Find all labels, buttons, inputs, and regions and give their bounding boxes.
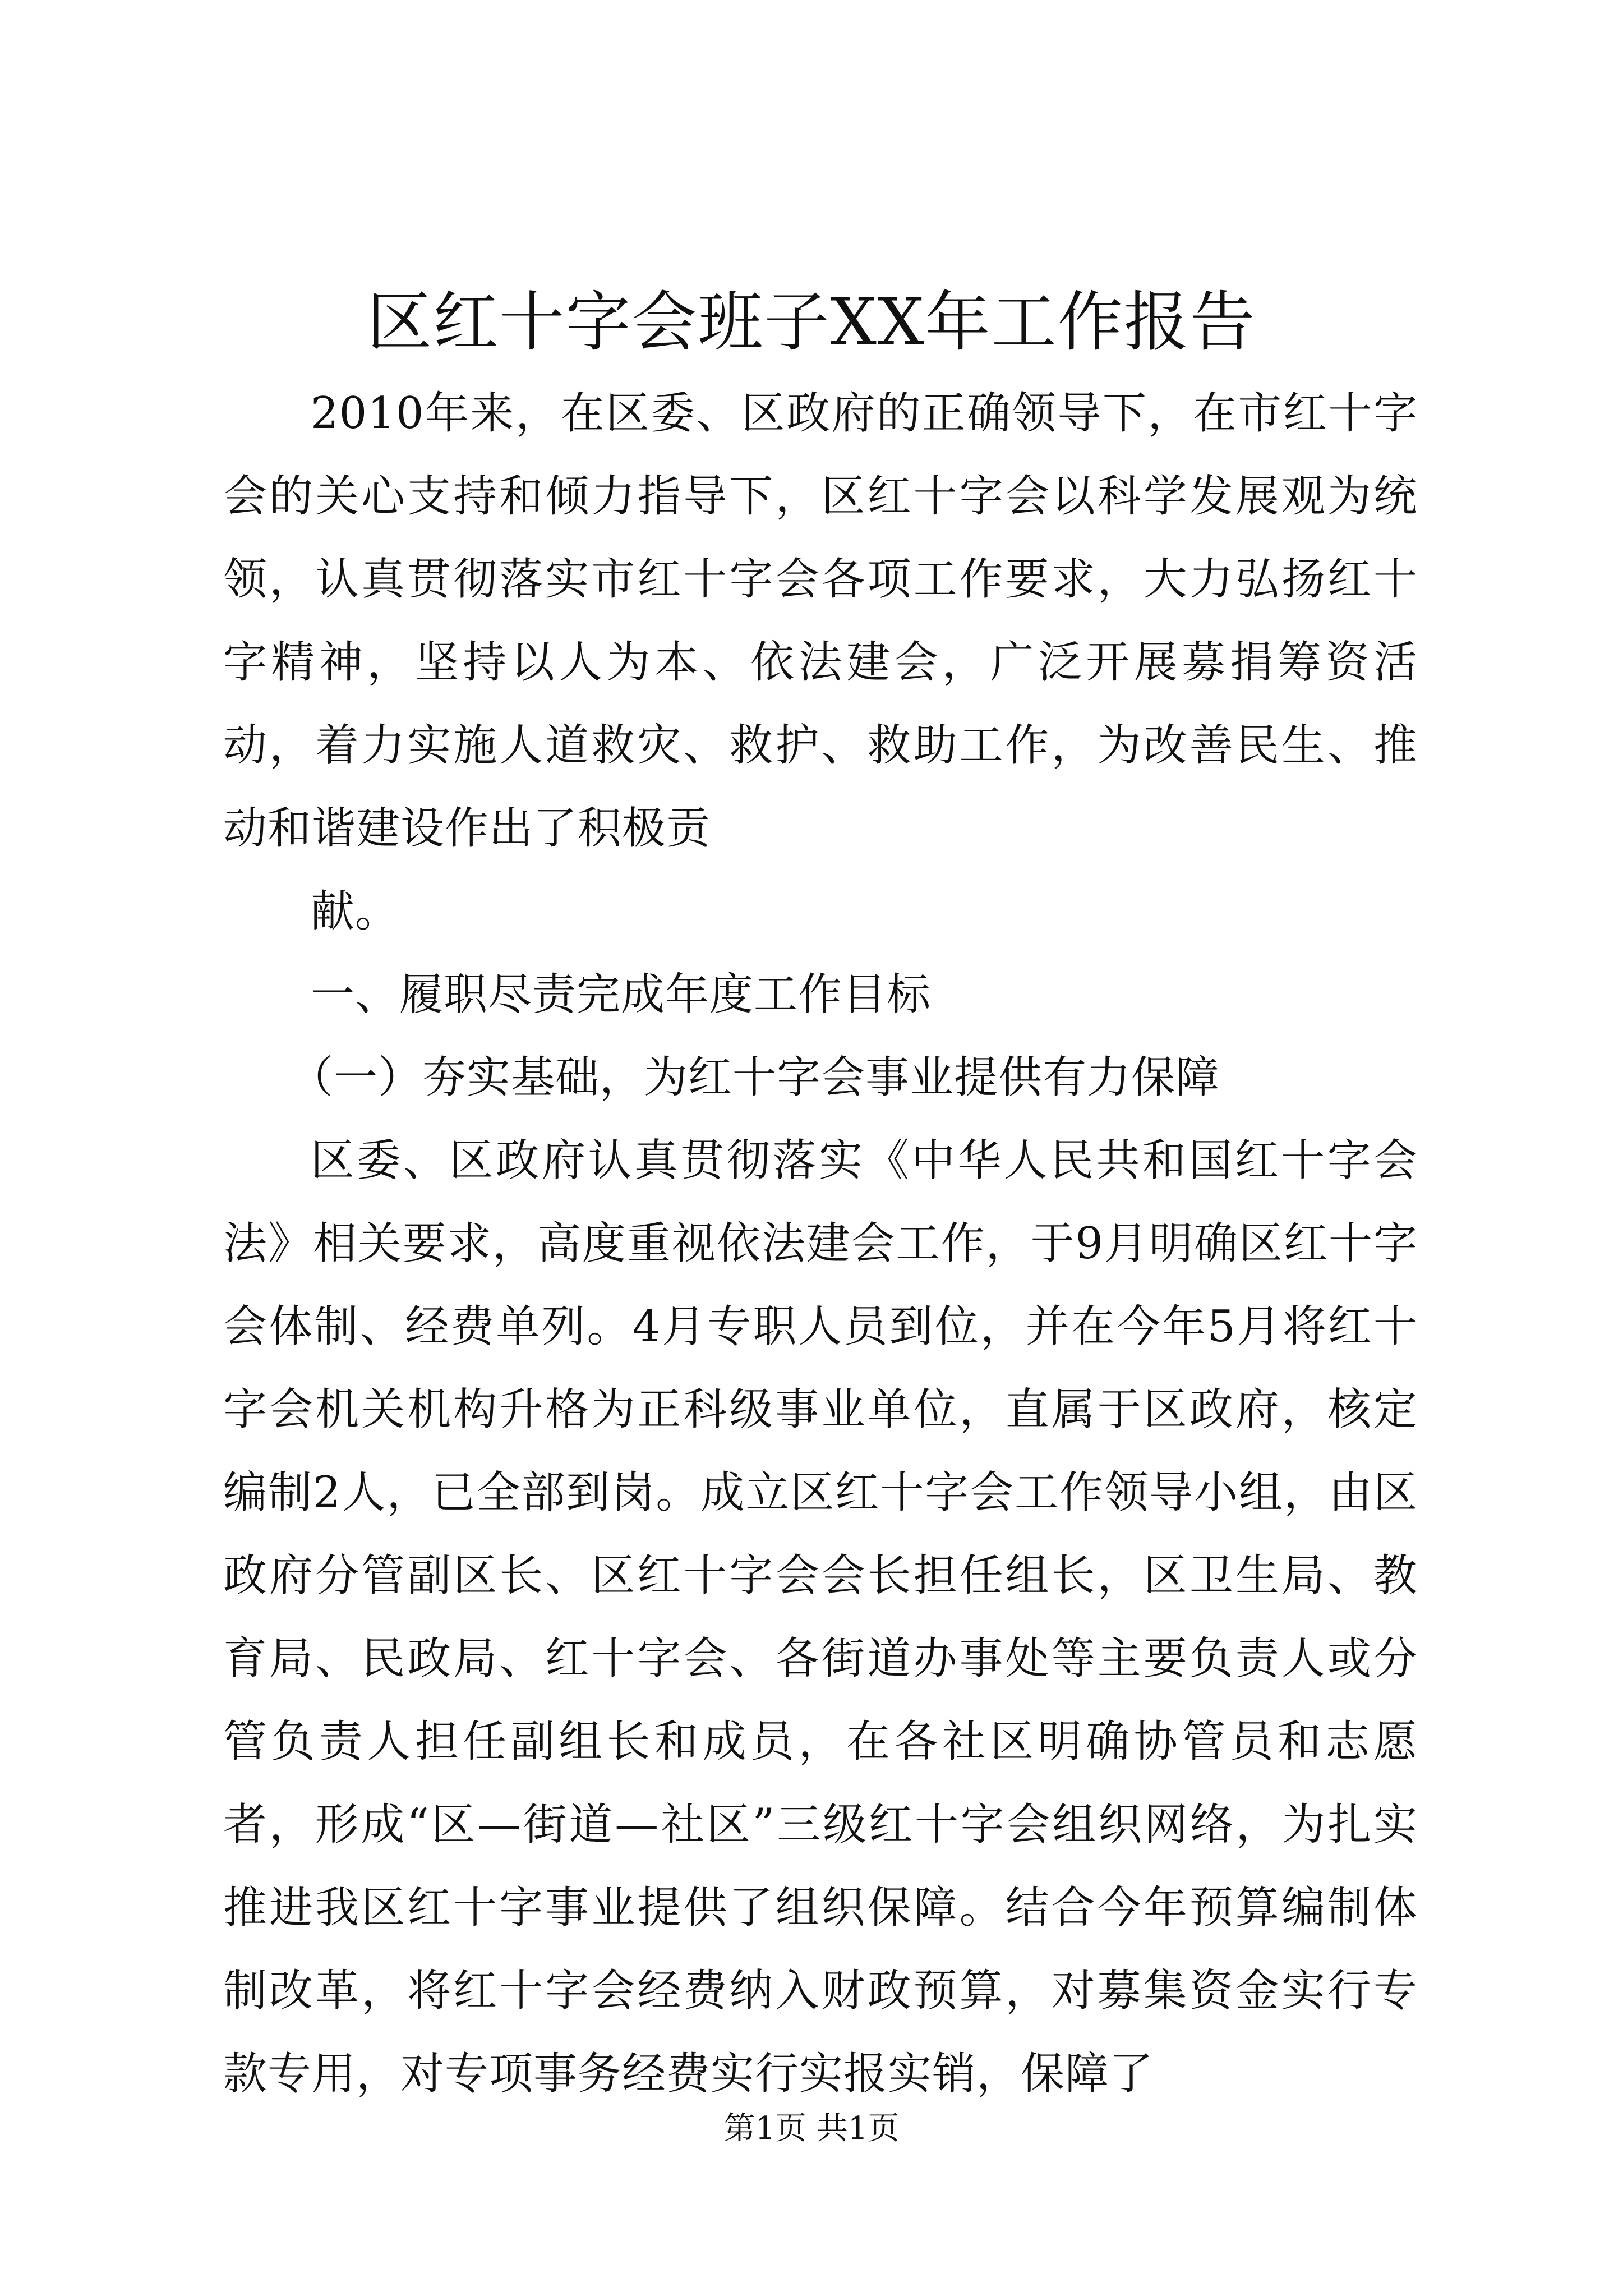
section-heading-1: 一、履职尽责完成年度工作目标 bbox=[311, 969, 932, 1020]
paragraph-organization: 区委、区政府认真贯彻落实《中华人民共和国红十字会法》相关要求，高度重视依法建会工作，于9月明确区红十字会体制、经费单列。4月专职人员到位，并在今年5月将红十字会机关机构升格为正科级事业单位，直属于区政府，核定编制2人，已全部到岗。成立区红十字会工作领导小组，由区政府分管副区长、区红十字会会长担任组长，区卫生局、教育局、民政局、红十字会、各街道办事处等主要负责人或分管负责人担任副组长和成员，在各社区明确协管员和志愿者，形成“区—街道—社区”三级红十字会组织网络，为扎实推进我区红十字事业提供了组织保障。结合今年预算编制体制改革，将红十字会经费纳入财政预算，对募集资金实行专款专用，对专项事务经费实行实报实销，保障了 bbox=[223, 1135, 1418, 2099]
subsection-heading-1: （一）夯实基础，为红十字会事业提供有力保障 bbox=[289, 1052, 1220, 1103]
document-body bbox=[223, 372, 1418, 2115]
page-number-footer: 第1页 共1页 bbox=[723, 2110, 900, 2147]
paragraph-intro-continuation: 献。 bbox=[311, 886, 400, 937]
document-title: 区红十字会班子XX年工作报告 bbox=[367, 284, 1256, 360]
paragraph-intro: 2010年来，在区委、区政府的正确领导下，在市红十字会的关心支持和倾力指导下，区红十字会以科学发展观为统领，认真贯彻落实市红十字会各项工作要求，大力弘扬红十字精神，坚持以人为本、依法建会，广泛开展募捐筹资活动，着力实施人道救灾、救护、救助工作，为改善民生、推动和谐建设作出了积极贡 bbox=[223, 388, 1418, 854]
